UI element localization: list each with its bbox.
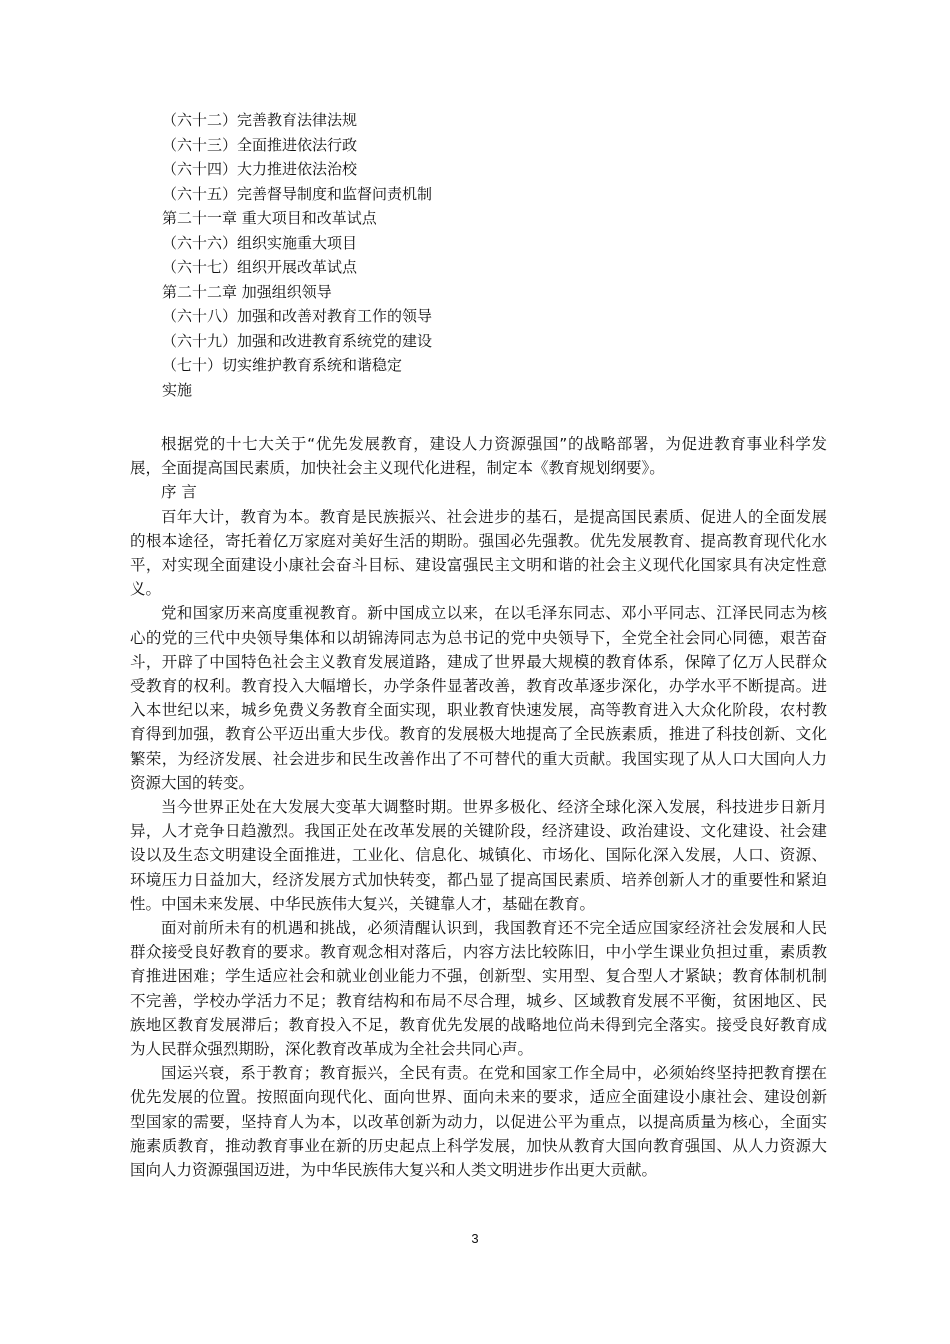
toc-item: （六十三）全面推进依法行政 bbox=[162, 135, 358, 154]
toc-item: （六十二）完善教育法律法规 bbox=[162, 111, 358, 129]
body-paragraph: 百年大计，教育为本。教育是民族振兴、社会进步的基石，是提高国民素质、促进人的全面发展的根本途径，寄托着亿万家庭对美好生活的期盼。强国必先强教。优先发展教育、提高教育现代化水平，对实现全面建设小康社会奋斗目标、建设富强民主文明和谐的社会主义现代化国家具有决定性意义。 bbox=[130, 507, 827, 599]
body-paragraph: 当今世界正处在大发展大变革大调整时期。世界多极化、经济全球化深入发展，科技进步日新月异，人才竞争日趋激烈。我国正处在改革发展的关键阶段，经济建设、政治建设、文化建设、社会建设以及生态文明建设全面推进，工业化、信息化、城镇化、市场化、国际化深入发展，人口、资源、环境压力日益加大，经济发展方式加快转变，都凸显了提高国民素质、培养创新人才的重要性和紧迫性。中国未来发展、中华民族伟大复兴，关键靠人才，基础在教育。 bbox=[130, 798, 827, 913]
table-of-contents bbox=[162, 108, 802, 402]
toc-item: （六十七）组织开展改革试点 bbox=[162, 258, 358, 276]
toc-item: （六十四）大力推进依法治校 bbox=[162, 160, 358, 178]
page-number: 3 bbox=[471, 1231, 479, 1246]
body-paragraph: 面对前所未有的机遇和挑战，必须清醒认识到，我国教育还不完全适应国家经济社会发展和人民群众接受良好教育的要求。教育观念相对落后，内容方法比较陈旧，中小学生课业负担过重，素质教育推进困难；学生适应社会和就业创业能力不强，创新型、实用型、复合型人才紧缺；教育体制机制不完善，学校办学活力不足；教育结构和布局不尽合理，城乡、区域教育发展不平衡，贫困地区、民族地区教育发展滞后；教育投入不足，教育优先发展的战略地位尚未得到完全落实。接受良好教育成为人民群众强烈期盼，深化教育改革成为全社会共同心声。 bbox=[130, 919, 827, 1059]
intro-paragraph: 根据党的十七大关于“优先发展教育，建设人力资源强国”的战略部署，为促进教育事业科学发展，全面提高国民素质，加快社会主义现代化进程，制定本《教育规划纲要》。 bbox=[130, 435, 827, 478]
toc-item: （六十五）完善督导制度和监督问责机制 bbox=[162, 184, 433, 203]
toc-chapter-heading: 第二十一章 重大项目和改革试点 bbox=[162, 209, 377, 227]
body-paragraph: 党和国家历来高度重视教育。新中国成立以来，在以毛泽东同志、邓小平同志、江泽民同志为核心的党的三代中央领导集体和以胡锦涛同志为总书记的党中央领导下，全党全社会同心同德，艰苦奋斗，开辟了中国特色社会主义教育发展道路，建成了世界最大规模的教育体系，保障了亿万人民群众受教育的权利。教育投入大幅增长，办学条件显著改善，教育改革逐步深化，办学水平不断提高。进入本世纪以来，城乡免费义务教育全面实现，职业教育快速发展，高等教育进入大众化阶段，农村教育得到加强，教育公平迈出重大步伐。教育的发展极大地提高了全民族素质，推进了科技创新、文化繁荣，为经济发展、社会进步和民生改善作出了不可替代的重大贡献。我国实现了从人口大国向人力资源大国的转变。 bbox=[130, 604, 827, 792]
toc-chapter-heading: 第二十二章 加强组织领导 bbox=[162, 282, 332, 301]
preface-title: 序 言 bbox=[161, 483, 197, 502]
toc-item: 实施 bbox=[162, 380, 193, 399]
toc-item: （七十）切实维护教育系统和谐稳定 bbox=[162, 356, 403, 374]
toc-item: （六十八）加强和改善对教育工作的领导 bbox=[162, 307, 433, 325]
body-paragraph: 国运兴衰，系于教育；教育振兴，全民有责。在党和国家工作全局中，必须始终坚持把教育摆在优先发展的位置。按照面向现代化、面向世界、面向未来的要求，适应全面建设小康社会、建设创新型国家的需要，坚持育人为本，以改革创新为动力，以促进公平为重点，以提高质量为核心，全面实施素质教育，推动教育事业在新的历史起点上科学发展，加快从教育大国向教育强国、从人力资源大国向人力资源强国迈进，为中华民族伟大复兴和人类文明进步作出更大贡献。 bbox=[130, 1064, 827, 1180]
toc-item: （六十九）加强和改进教育系统党的建设 bbox=[162, 331, 433, 350]
document-body bbox=[130, 432, 827, 1182]
toc-item: （六十六）组织实施重大项目 bbox=[162, 233, 358, 252]
